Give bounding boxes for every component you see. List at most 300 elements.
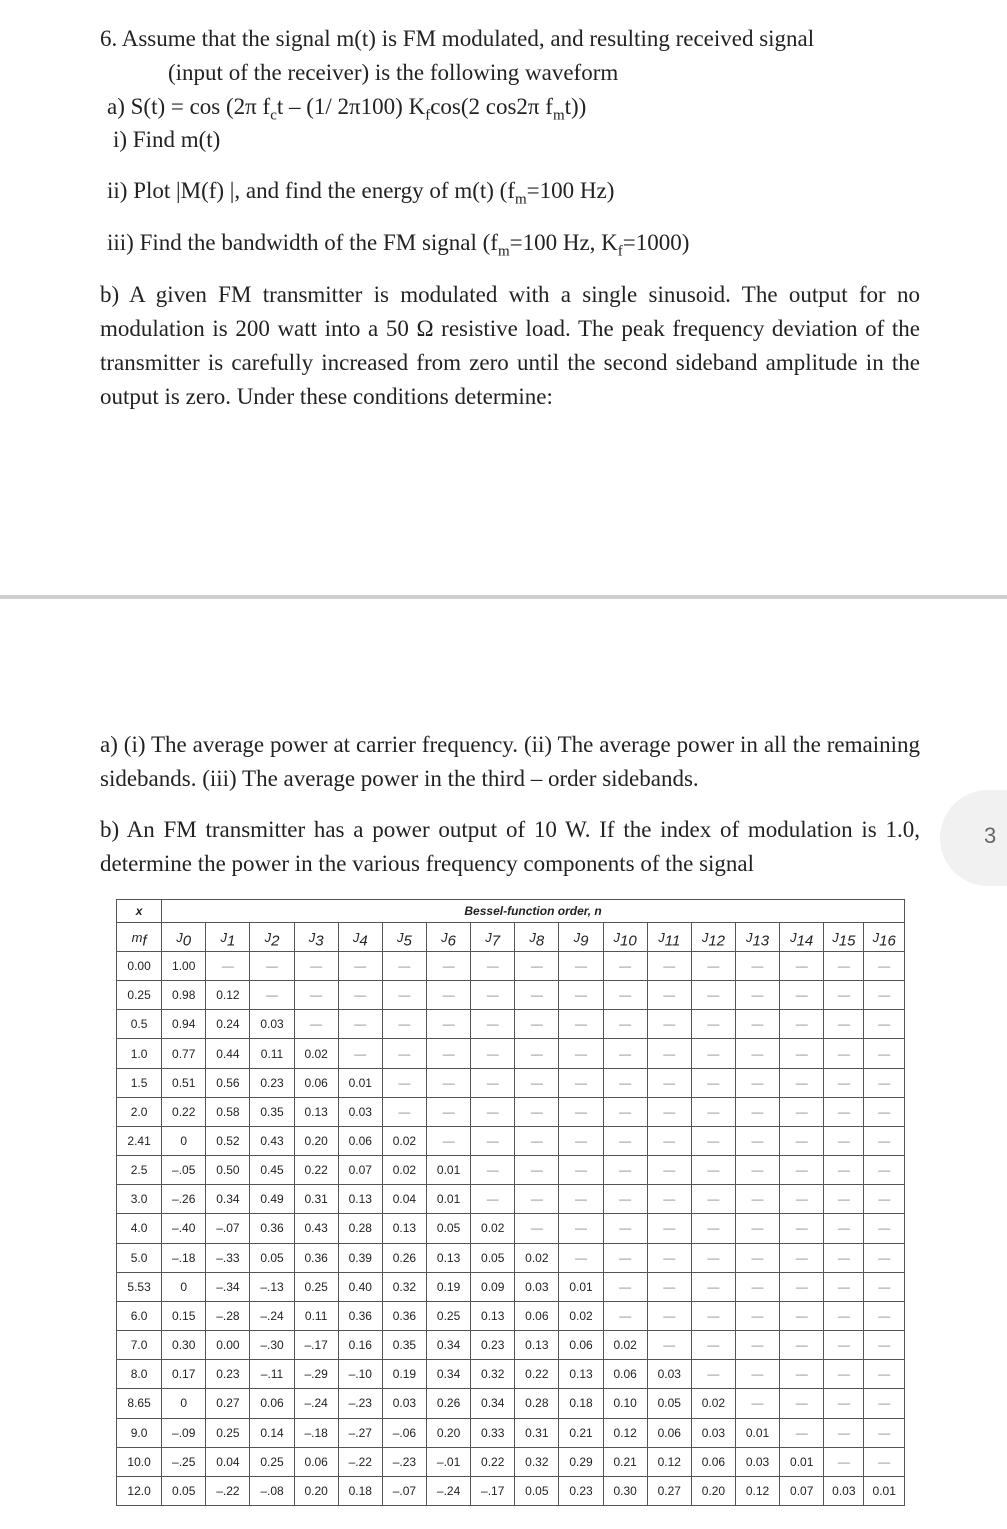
row-index-cell: 0.00: [117, 952, 162, 981]
table-cell: —: [559, 1243, 603, 1272]
table-cell: —: [691, 1214, 735, 1243]
table-cell: 0.12: [206, 981, 250, 1010]
table-cell: —: [294, 1010, 338, 1039]
table-cell: —: [824, 1097, 864, 1126]
table-cell: 0.30: [162, 1331, 206, 1360]
table-cell: —: [780, 1331, 824, 1360]
table-cell: —: [382, 981, 426, 1010]
table-cell: —: [864, 1418, 905, 1447]
table-cell: 0.31: [294, 1185, 338, 1214]
table-cell: —: [735, 1010, 779, 1039]
table-cell: —: [824, 1301, 864, 1330]
table-row: [117, 1214, 905, 1243]
table-cell: —: [603, 1039, 647, 1068]
bessel-function-table: [116, 899, 905, 1506]
table-cell: 0.03: [250, 1010, 294, 1039]
table-cell: —: [515, 1156, 559, 1185]
table-cell: —: [515, 1126, 559, 1155]
table-cell: 0.02: [471, 1214, 515, 1243]
table-cell: –.01: [427, 1447, 471, 1476]
table-cell: –.33: [206, 1243, 250, 1272]
table-cell: —: [824, 1126, 864, 1155]
table-cell: —: [864, 1010, 905, 1039]
table-cell: —: [338, 952, 382, 981]
table-row: [117, 1156, 905, 1185]
table-cell: —: [559, 1126, 603, 1155]
table-cell: —: [559, 1039, 603, 1068]
table-cell: 0.25: [294, 1272, 338, 1301]
table-cell: 0.13: [427, 1243, 471, 1272]
table-cell: 0.24: [206, 1010, 250, 1039]
table-cell: 0.21: [603, 1447, 647, 1476]
table-cell: —: [647, 1068, 691, 1097]
table-cell: 0.25: [206, 1418, 250, 1447]
row-index-cell: 2.0: [117, 1097, 162, 1126]
table-title: Bessel-function order, n: [162, 900, 905, 923]
table-cell: –.27: [338, 1418, 382, 1447]
table-cell: —: [691, 1360, 735, 1389]
table-cell: 0.03: [647, 1360, 691, 1389]
table-cell: —: [603, 981, 647, 1010]
table-row: [117, 1068, 905, 1097]
table-cell: —: [735, 1243, 779, 1272]
table-cell: 0.17: [162, 1360, 206, 1389]
table-cell: 0.35: [382, 1331, 426, 1360]
table-cell: —: [427, 952, 471, 981]
table-cell: 0.22: [515, 1360, 559, 1389]
table-cell: 0.02: [382, 1156, 426, 1185]
table-cell: 0.28: [338, 1214, 382, 1243]
table-cell: 0.06: [559, 1331, 603, 1360]
table-cell: 0.05: [647, 1389, 691, 1418]
table-cell: –.24: [250, 1301, 294, 1330]
table-cell: —: [780, 1185, 824, 1214]
lower-part-a: a) (i) The average power at carrier frequency. (ii) The average power in all the remaining sidebands. (iii) The average power in the third – order sidebands.: [100, 732, 920, 791]
row-index-cell: 0.5: [117, 1010, 162, 1039]
table-cell: —: [824, 1156, 864, 1185]
table-cell: —: [864, 1185, 905, 1214]
table-cell: 0.06: [294, 1447, 338, 1476]
table-cell: 0.26: [427, 1389, 471, 1418]
table-row: [117, 1476, 905, 1505]
table-cell: —: [647, 1039, 691, 1068]
part-a-signal: a) S(t) = cos (2π $f_ct - (1/$ 2π100) $K_f\cos(2$ cos2π $f_mt$)): [107, 94, 587, 124]
table-cell: —: [427, 1097, 471, 1126]
table-cell: —: [250, 952, 294, 981]
table-cell: —: [735, 1214, 779, 1243]
table-cell: —: [780, 1097, 824, 1126]
table-cell: —: [647, 952, 691, 981]
table-cell: —: [691, 1097, 735, 1126]
table-cell: 0.02: [515, 1243, 559, 1272]
table-cell: –.26: [162, 1185, 206, 1214]
table-cell: 0.23: [559, 1476, 603, 1505]
table-cell: –.30: [250, 1331, 294, 1360]
table-cell: —: [691, 1185, 735, 1214]
part-i: i) Find m(t): [113, 127, 221, 152]
table-cell: –.24: [294, 1389, 338, 1418]
table-row: [117, 1010, 905, 1039]
table-cell: —: [206, 952, 250, 981]
table-cell: 0.31: [515, 1418, 559, 1447]
table-cell: —: [735, 1156, 779, 1185]
table-cell: —: [824, 1272, 864, 1301]
table-cell: 0.01: [735, 1418, 779, 1447]
table-cell: —: [603, 1272, 647, 1301]
table-cell: —: [864, 1068, 905, 1097]
table-cell: –.23: [382, 1447, 426, 1476]
table-cell: 0.05: [515, 1476, 559, 1505]
table-cell: —: [691, 1301, 735, 1330]
table-cell: –.05: [162, 1156, 206, 1185]
table-cell: —: [338, 1010, 382, 1039]
table-row: [117, 1301, 905, 1330]
table-cell: 0.36: [382, 1301, 426, 1330]
table-cell: 0.01: [780, 1447, 824, 1476]
table-cell: –.17: [294, 1331, 338, 1360]
table-cell: 0.22: [294, 1156, 338, 1185]
table-cell: —: [515, 1010, 559, 1039]
table-cell: –.23: [338, 1389, 382, 1418]
table-cell: 0.56: [206, 1068, 250, 1097]
table-row: [117, 1418, 905, 1447]
table-cell: –.07: [206, 1214, 250, 1243]
table-cell: 0.06: [647, 1418, 691, 1447]
table-cell: —: [471, 1156, 515, 1185]
table-cell: —: [427, 1010, 471, 1039]
table-cell: 0.06: [515, 1301, 559, 1330]
table-cell: —: [864, 1272, 905, 1301]
table-cell: 0.32: [471, 1360, 515, 1389]
table-row: [117, 1360, 905, 1389]
table-cell: —: [338, 981, 382, 1010]
table-cell: —: [471, 1010, 515, 1039]
table-cell: 0.05: [471, 1243, 515, 1272]
table-cell: —: [427, 1039, 471, 1068]
table-cell: 0.01: [864, 1476, 905, 1505]
column-header-j12: $J_{12}$: [691, 923, 735, 952]
row-index-cell: 4.0: [117, 1214, 162, 1243]
table-cell: 0.06: [294, 1068, 338, 1097]
table-cell: —: [735, 1272, 779, 1301]
table-cell: —: [864, 1156, 905, 1185]
row-index-cell: 9.0: [117, 1418, 162, 1447]
table-cell: —: [559, 1068, 603, 1097]
row-index-cell: 6.0: [117, 1301, 162, 1330]
table-cell: —: [603, 1097, 647, 1126]
table-cell: —: [864, 1126, 905, 1155]
table-cell: 0: [162, 1389, 206, 1418]
column-header-j0: $J_0$: [162, 923, 206, 952]
table-cell: —: [780, 1214, 824, 1243]
table-cell: 0.58: [206, 1097, 250, 1126]
table-cell: —: [735, 1068, 779, 1097]
table-cell: –.17: [471, 1476, 515, 1505]
table-cell: —: [824, 981, 864, 1010]
table-cell: 0.13: [515, 1331, 559, 1360]
table-cell: —: [735, 1331, 779, 1360]
column-header-j1: $J_1$: [206, 923, 250, 952]
row-index-cell: 1.0: [117, 1039, 162, 1068]
table-cell: 0.19: [382, 1360, 426, 1389]
table-cell: 0.23: [471, 1331, 515, 1360]
table-cell: —: [864, 1360, 905, 1389]
table-cell: —: [559, 1156, 603, 1185]
table-cell: —: [691, 1126, 735, 1155]
table-cell: —: [647, 1010, 691, 1039]
lower-part-b: b) An FM transmitter has a power output of 10 W. If the index of modulation is 1.0, determine the power in the various frequency components of the signal: [100, 817, 920, 876]
table-row: [117, 1272, 905, 1301]
table-cell: 0.36: [338, 1301, 382, 1330]
table-cell: 0.34: [206, 1185, 250, 1214]
table-cell: 0.50: [206, 1156, 250, 1185]
table-cell: —: [471, 1039, 515, 1068]
table-cell: —: [780, 1243, 824, 1272]
table-cell: —: [603, 1068, 647, 1097]
table-cell: 0.27: [647, 1476, 691, 1505]
table-cell: 0.03: [824, 1476, 864, 1505]
table-cell: 0.36: [294, 1243, 338, 1272]
table-cell: 0.14: [250, 1418, 294, 1447]
table-cell: —: [471, 1068, 515, 1097]
table-cell: —: [864, 981, 905, 1010]
table-cell: —: [864, 1097, 905, 1126]
table-cell: —: [864, 1447, 905, 1476]
table-cell: —: [515, 952, 559, 981]
table-cell: 0.01: [427, 1156, 471, 1185]
table-cell: —: [691, 1039, 735, 1068]
row-index-cell: 1.5: [117, 1068, 162, 1097]
table-cell: 0.33: [471, 1418, 515, 1447]
table-cell: 0.20: [691, 1476, 735, 1505]
table-cell: 0: [162, 1126, 206, 1155]
table-cell: 0.03: [338, 1097, 382, 1126]
table-cell: –.11: [250, 1360, 294, 1389]
table-cell: —: [824, 1214, 864, 1243]
table-cell: –.22: [206, 1476, 250, 1505]
table-row: [117, 1039, 905, 1068]
table-cell: 0.43: [294, 1214, 338, 1243]
question-6-line-2: (input of the receiver) is the following waveform: [168, 60, 619, 85]
table-cell: 0.11: [250, 1039, 294, 1068]
table-cell: —: [603, 1301, 647, 1330]
table-cell: —: [691, 1272, 735, 1301]
table-cell: —: [427, 1126, 471, 1155]
table-cell: 0.35: [250, 1097, 294, 1126]
table-cell: —: [250, 981, 294, 1010]
table-cell: –.06: [382, 1418, 426, 1447]
table-cell: —: [824, 1010, 864, 1039]
table-cell: 0.21: [559, 1418, 603, 1447]
table-cell: 0.25: [427, 1301, 471, 1330]
table-cell: —: [780, 1068, 824, 1097]
table-cell: 0.03: [515, 1272, 559, 1301]
table-cell: 0.44: [206, 1039, 250, 1068]
table-cell: 0.02: [691, 1389, 735, 1418]
table-cell: —: [691, 1243, 735, 1272]
table-cell: —: [427, 981, 471, 1010]
column-header-j10: $J_{10}$: [603, 923, 647, 952]
table-cell: —: [735, 1039, 779, 1068]
table-cell: —: [603, 952, 647, 981]
table-cell: —: [735, 1185, 779, 1214]
table-cell: 0.27: [206, 1389, 250, 1418]
table-cell: 0.06: [250, 1389, 294, 1418]
column-header-j6: $J_6$: [427, 923, 471, 952]
table-cell: 0.36: [250, 1214, 294, 1243]
part-iii: iii) Find the bandwidth of the FM signal ($f_m=100$ Hz, $K_f=1000$): [107, 230, 690, 260]
table-cell: –.09: [162, 1418, 206, 1447]
table-cell: —: [294, 981, 338, 1010]
table-cell: 0.01: [338, 1068, 382, 1097]
table-cell: 0.13: [294, 1097, 338, 1126]
table-cell: 0.02: [559, 1301, 603, 1330]
page-number-badge[interactable]: [940, 790, 1007, 886]
table-cell: —: [471, 1185, 515, 1214]
table-cell: 0.40: [338, 1272, 382, 1301]
table-cell: —: [471, 1097, 515, 1126]
table-cell: 0.32: [515, 1447, 559, 1476]
table-cell: —: [864, 1214, 905, 1243]
table-row: [117, 1389, 905, 1418]
table-cell: —: [824, 1389, 864, 1418]
row-index-cell: 8.65: [117, 1389, 162, 1418]
table-cell: 0.02: [603, 1331, 647, 1360]
table-cell: —: [515, 1068, 559, 1097]
table-cell: —: [471, 952, 515, 981]
table-cell: —: [647, 1243, 691, 1272]
page-number: 3: [984, 823, 997, 848]
table-cell: —: [735, 1097, 779, 1126]
table-row: [117, 1243, 905, 1272]
column-header-j16: $J_{16}$: [864, 923, 905, 952]
table-cell: –.10: [338, 1360, 382, 1389]
question-6-line-1: 6. Assume that the signal m(t) is FM modulated, and resulting received signal: [100, 26, 815, 51]
table-cell: —: [824, 1068, 864, 1097]
table-cell: —: [603, 1243, 647, 1272]
table-cell: 0.45: [250, 1156, 294, 1185]
column-header-j13: $J_{13}$: [735, 923, 779, 952]
table-cell: –.18: [294, 1418, 338, 1447]
table-cell: –.24: [427, 1476, 471, 1505]
row-index-cell: 2.41: [117, 1126, 162, 1155]
table-cell: —: [647, 1214, 691, 1243]
table-cell: 1.00: [162, 952, 206, 981]
table-cell: —: [735, 1360, 779, 1389]
table-cell: 0.01: [559, 1272, 603, 1301]
row-index-cell: 2.5: [117, 1156, 162, 1185]
table-cell: 0.06: [691, 1447, 735, 1476]
table-cell: —: [864, 1039, 905, 1068]
table-cell: 0.18: [559, 1389, 603, 1418]
table-row: [117, 1331, 905, 1360]
table-cell: —: [691, 1331, 735, 1360]
table-cell: –.29: [294, 1360, 338, 1389]
table-cell: —: [338, 1039, 382, 1068]
table-cell: 0.29: [559, 1447, 603, 1476]
table-cell: 0.04: [206, 1447, 250, 1476]
table-cell: —: [735, 1389, 779, 1418]
table-row: [117, 1185, 905, 1214]
table-cell: 0.02: [382, 1126, 426, 1155]
table-cell: —: [515, 1097, 559, 1126]
table-cell: —: [780, 1360, 824, 1389]
column-header-j8: $J_8$: [515, 923, 559, 952]
table-cell: 0.04: [382, 1185, 426, 1214]
table-cell: —: [780, 952, 824, 981]
table-cell: 0.12: [647, 1447, 691, 1476]
table-cell: —: [559, 1010, 603, 1039]
table-cell: 0.77: [162, 1039, 206, 1068]
table-cell: —: [864, 1243, 905, 1272]
table-cell: —: [824, 1447, 864, 1476]
table-cell: —: [735, 1301, 779, 1330]
row-index-cell: 8.0: [117, 1360, 162, 1389]
table-cell: —: [691, 1156, 735, 1185]
table-cell: 0.32: [382, 1272, 426, 1301]
table-cell: 0.16: [338, 1331, 382, 1360]
table-cell: 0.20: [294, 1476, 338, 1505]
table-cell: —: [647, 1126, 691, 1155]
table-cell: —: [559, 1097, 603, 1126]
table-cell: 0.13: [382, 1214, 426, 1243]
table-cell: —: [864, 952, 905, 981]
row-index-cell: 10.0: [117, 1447, 162, 1476]
table-cell: —: [780, 1156, 824, 1185]
table-cell: –.13: [250, 1272, 294, 1301]
table-cell: 0.94: [162, 1010, 206, 1039]
table-cell: 0.19: [427, 1272, 471, 1301]
table-cell: —: [382, 1010, 426, 1039]
row-index-cell: 5.53: [117, 1272, 162, 1301]
table-row: [117, 1126, 905, 1155]
table-cell: —: [691, 981, 735, 1010]
table-cell: —: [691, 1010, 735, 1039]
table-cell: 0.98: [162, 981, 206, 1010]
page-divider: [0, 595, 1007, 599]
table-cell: 0.20: [294, 1126, 338, 1155]
table-row: [117, 952, 905, 981]
column-header-j3: $J_3$: [294, 923, 338, 952]
table-cell: —: [559, 1185, 603, 1214]
table-cell: —: [735, 952, 779, 981]
table-cell: 0.23: [206, 1360, 250, 1389]
part-b-paragraph: b) A given FM transmitter is modulated with a single sinusoid. The output for no modulation is 200 watt into a 50 Ω resistive load. The peak frequency deviation of the transmitter is carefully increased from zero until the second sideband amplitude in the output is zero. Under these conditions determine:: [100, 282, 920, 409]
table-cell: —: [691, 952, 735, 981]
table-cell: —: [603, 1010, 647, 1039]
table-cell: 0.15: [162, 1301, 206, 1330]
table-cell: 0.07: [780, 1476, 824, 1505]
table-cell: 0.18: [338, 1476, 382, 1505]
table-cell: 0.52: [206, 1126, 250, 1155]
row-index-cell: 5.0: [117, 1243, 162, 1272]
column-header-mf: $m_f$: [117, 923, 162, 952]
table-cell: 0.22: [471, 1447, 515, 1476]
table-cell: –.18: [162, 1243, 206, 1272]
column-header-j11: $J_{11}$: [647, 923, 691, 952]
table-cell: 0.03: [382, 1389, 426, 1418]
table-cell: 0.13: [338, 1185, 382, 1214]
table-cell: 0.20: [427, 1418, 471, 1447]
table-cell: —: [780, 1272, 824, 1301]
column-header-j4: $J_4$: [338, 923, 382, 952]
table-cell: 0.43: [250, 1126, 294, 1155]
table-cell: —: [824, 1039, 864, 1068]
table-cell: 0.30: [603, 1476, 647, 1505]
table-cell: 0.06: [603, 1360, 647, 1389]
table-cell: 0.03: [735, 1447, 779, 1476]
table-cell: —: [780, 1418, 824, 1447]
